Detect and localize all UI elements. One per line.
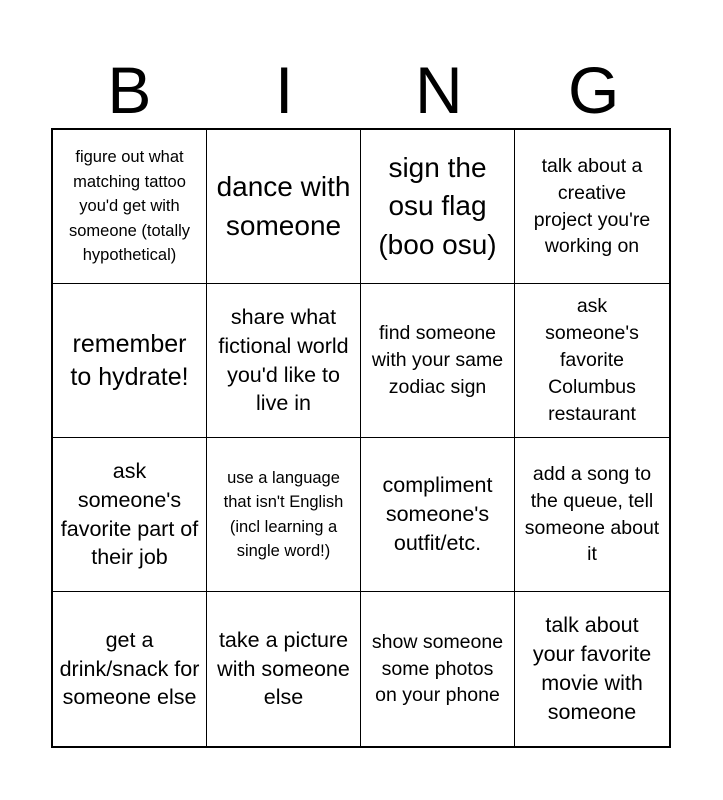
cell-text: ask someone's favorite Columbus restaurant <box>545 295 639 425</box>
bingo-cell-11[interactable] <box>361 438 515 592</box>
bingo-cell-15[interactable] <box>361 592 515 746</box>
bingo-cell-16[interactable] <box>515 592 669 746</box>
bingo-header <box>52 52 671 128</box>
bingo-cell-2[interactable] <box>207 130 361 284</box>
cell-text: take a picture with someone else <box>217 627 350 710</box>
bingo-cell-10[interactable] <box>207 438 361 592</box>
cell-text: find someone with your same zodiac sign <box>371 322 504 398</box>
cell-text: ask someone's favorite part of their job <box>60 458 199 570</box>
cell-text: share what fictional world you'd like to live in <box>218 304 349 416</box>
bingo-cell-8[interactable] <box>515 284 669 438</box>
bingo-cell-5[interactable] <box>53 284 207 438</box>
cell-text: show someone some photos on your phone <box>371 630 504 707</box>
header-letter-i: I <box>274 53 294 127</box>
cell-text: use a language that isn't English (incl learning a single word!) <box>223 468 344 560</box>
bingo-cell-9[interactable] <box>53 438 207 592</box>
cell-text: get a drink/snack for someone else <box>59 627 200 710</box>
bingo-cell-7[interactable] <box>361 284 515 438</box>
bingo-cell-4[interactable] <box>515 130 669 284</box>
bingo-cell-13[interactable] <box>53 592 207 746</box>
bingo-grid <box>51 128 671 748</box>
cell-text: talk about your favorite movie with someone <box>532 613 652 724</box>
cell-text: sign the osu flag (boo osu) <box>378 151 497 260</box>
cell-text: dance with someone <box>216 170 351 241</box>
bingo-cell-6[interactable] <box>207 284 361 438</box>
header-letter-g: G <box>567 53 620 127</box>
cell-text: talk about a creative project you're working on <box>533 154 651 258</box>
bingo-cell-14[interactable] <box>207 592 361 746</box>
header-letter-b: B <box>107 53 152 127</box>
cell-text: compliment someone's outfit/etc. <box>382 473 493 555</box>
header-letter-n: N <box>415 53 463 127</box>
bingo-cell-1[interactable] <box>53 130 207 284</box>
bingo-cell-12[interactable] <box>515 438 669 592</box>
cell-text: figure out what matching tattoo you'd get with someone (totally hypothetical) <box>68 148 191 265</box>
cell-text: add a song to the queue, tell someone about it <box>524 462 660 566</box>
cell-text: remember to hydrate! <box>70 330 189 391</box>
bingo-cell-3[interactable] <box>361 130 515 284</box>
